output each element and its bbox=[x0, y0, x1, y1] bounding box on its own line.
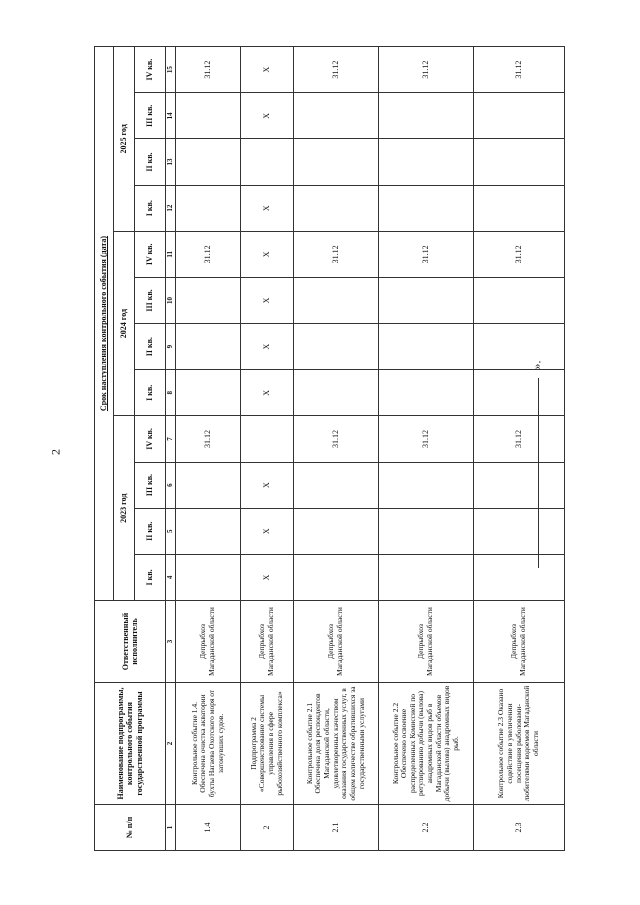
row-quarter-cell bbox=[294, 508, 379, 554]
row-quarter-cell: 31.12 bbox=[176, 416, 241, 462]
column-index-row bbox=[166, 47, 176, 851]
column-index-cell: 7 bbox=[166, 416, 176, 462]
row-quarter-cell bbox=[176, 370, 241, 416]
column-index-cell: 9 bbox=[166, 324, 176, 370]
row-quarter-cell bbox=[241, 139, 294, 185]
row-quarter-cell: 31.12 bbox=[176, 231, 241, 277]
row-quarter-cell: 31.12 bbox=[474, 416, 565, 462]
column-index-cell: 1 bbox=[166, 805, 176, 851]
header-quarter: II кв. bbox=[135, 324, 166, 370]
row-executor: Депрыбхоз Магаданской области bbox=[241, 601, 294, 683]
row-quarter-cell: X bbox=[241, 185, 294, 231]
column-index-cell: 8 bbox=[166, 370, 176, 416]
row-number: 2.3 bbox=[474, 805, 565, 851]
column-index-cell: 6 bbox=[166, 462, 176, 508]
row-executor: Депрыбхоз Магаданской области bbox=[474, 601, 565, 683]
column-index-cell: 4 bbox=[166, 554, 176, 600]
page-number: 2 bbox=[48, 449, 63, 455]
row-quarter-cell: 31.12 bbox=[379, 416, 474, 462]
row-quarter-cell bbox=[474, 277, 565, 323]
row-quarter-cell: X bbox=[241, 324, 294, 370]
row-quarter-cell bbox=[176, 93, 241, 139]
row-quarter-cell bbox=[379, 508, 474, 554]
row-quarter-cell bbox=[474, 185, 565, 231]
column-index-cell: 2 bbox=[166, 683, 176, 805]
rotated-table-frame bbox=[94, 46, 540, 851]
column-index-cell: 11 bbox=[166, 231, 176, 277]
row-quarter-cell bbox=[474, 93, 565, 139]
row-quarter-cell bbox=[294, 554, 379, 600]
row-quarter-cell bbox=[474, 508, 565, 554]
row-quarter-cell bbox=[294, 370, 379, 416]
row-number: 2.2 bbox=[379, 805, 474, 851]
row-quarter-cell bbox=[294, 277, 379, 323]
row-quarter-cell bbox=[474, 462, 565, 508]
row-quarter-cell bbox=[294, 93, 379, 139]
header-deadline: Срок наступления контрольного события (дата) bbox=[95, 47, 114, 601]
row-quarter-cell bbox=[294, 185, 379, 231]
row-quarter-cell bbox=[474, 139, 565, 185]
table-container bbox=[94, 46, 540, 851]
row-quarter-cell: 31.12 bbox=[294, 47, 379, 93]
header-quarter: IV кв. bbox=[135, 416, 166, 462]
row-quarter-cell: X bbox=[241, 554, 294, 600]
column-index-cell: 12 bbox=[166, 185, 176, 231]
row-quarter-cell: 31.12 bbox=[294, 231, 379, 277]
header-quarter: I кв. bbox=[135, 554, 166, 600]
row-quarter-cell: 31.12 bbox=[379, 47, 474, 93]
row-quarter-cell bbox=[379, 277, 474, 323]
row-event-name: Подпрограмма 2 «Совершенствование системы управления в сфере рыбохозяйственного комплекса» bbox=[241, 683, 294, 805]
header-name: Наименование подпрограммы, контрольного события государственной программы bbox=[95, 683, 166, 805]
column-index-cell: 15 bbox=[166, 47, 176, 93]
row-quarter-cell bbox=[379, 324, 474, 370]
row-event-name: Контрольное событие 2.2 Обеспечено освоение распределенных Комиссией по регулированию добычи (вылова) анадромных видов рыб в Магаданской области объемов добычи (вылова) анадромных видов рыб. bbox=[379, 683, 474, 805]
header-quarter: IV кв. bbox=[135, 47, 166, 93]
column-index-cell: 10 bbox=[166, 277, 176, 323]
control-events-table bbox=[94, 46, 565, 851]
row-quarter-cell bbox=[379, 554, 474, 600]
row-quarter-cell: X bbox=[241, 277, 294, 323]
row-quarter-cell: X bbox=[241, 231, 294, 277]
row-quarter-cell bbox=[176, 554, 241, 600]
row-quarter-cell bbox=[294, 462, 379, 508]
header-executor: Ответственный исполнитель bbox=[95, 601, 166, 683]
row-quarter-cell bbox=[176, 462, 241, 508]
header-quarter: III кв. bbox=[135, 462, 166, 508]
row-executor: Депрыбхоз Магаданской области bbox=[176, 601, 241, 683]
row-quarter-cell bbox=[176, 277, 241, 323]
row-quarter-cell: X bbox=[241, 47, 294, 93]
row-quarter-cell bbox=[176, 185, 241, 231]
header-quarter: I кв. bbox=[135, 370, 166, 416]
header-year-2023: 2023 год bbox=[114, 416, 135, 601]
column-index-cell: 13 bbox=[166, 139, 176, 185]
header-quarter: IV кв. bbox=[135, 231, 166, 277]
row-event-name: Контрольное событие 1.4. Обеспечена очистка акватории бухты Нагаева Охотского моря от затонувших судов. bbox=[176, 683, 241, 805]
row-quarter-cell bbox=[379, 370, 474, 416]
header-year-2024: 2024 год bbox=[114, 231, 135, 416]
row-quarter-cell: X bbox=[241, 508, 294, 554]
row-quarter-cell bbox=[176, 139, 241, 185]
header-quarter: II кв. bbox=[135, 139, 166, 185]
header-quarter: III кв. bbox=[135, 93, 166, 139]
row-quarter-cell bbox=[379, 185, 474, 231]
table-row bbox=[474, 47, 565, 851]
row-executor: Депрыбхоз Магаданской области bbox=[294, 601, 379, 683]
row-quarter-cell: 31.12 bbox=[379, 231, 474, 277]
table-row bbox=[176, 47, 241, 851]
row-quarter-cell bbox=[474, 554, 565, 600]
row-quarter-cell bbox=[294, 324, 379, 370]
table-row bbox=[379, 47, 474, 851]
row-event-name: Контрольное событие 2.3 Оказано содействие в увеличении посещения рыболовами-любителями водоемов Магаданской области bbox=[474, 683, 565, 805]
column-index-cell: 14 bbox=[166, 93, 176, 139]
header-num: № п/п bbox=[95, 805, 166, 851]
row-quarter-cell bbox=[294, 139, 379, 185]
end-line bbox=[538, 378, 539, 568]
row-quarter-cell bbox=[241, 416, 294, 462]
row-quarter-cell: 31.12 bbox=[474, 47, 565, 93]
row-quarter-cell bbox=[474, 324, 565, 370]
row-number: 1.4 bbox=[176, 805, 241, 851]
row-quarter-cell: 31.12 bbox=[294, 416, 379, 462]
row-number: 2.1 bbox=[294, 805, 379, 851]
column-index-cell: 3 bbox=[166, 601, 176, 683]
row-quarter-cell bbox=[379, 462, 474, 508]
row-quarter-cell bbox=[379, 139, 474, 185]
header-quarter: I кв. bbox=[135, 185, 166, 231]
row-quarter-cell bbox=[176, 508, 241, 554]
row-quarter-cell bbox=[474, 370, 565, 416]
header-year-2025: 2025 год bbox=[114, 47, 135, 232]
row-executor: Депрыбхоз Магаданской области bbox=[379, 601, 474, 683]
row-quarter-cell: X bbox=[241, 462, 294, 508]
row-quarter-cell: 31.12 bbox=[474, 231, 565, 277]
row-number: 2 bbox=[241, 805, 294, 851]
row-quarter-cell: X bbox=[241, 370, 294, 416]
row-quarter-cell: X bbox=[241, 93, 294, 139]
row-quarter-cell bbox=[176, 324, 241, 370]
table-row bbox=[241, 47, 294, 851]
column-index-cell: 5 bbox=[166, 508, 176, 554]
header-quarter: III кв. bbox=[135, 277, 166, 323]
header-quarter: II кв. bbox=[135, 508, 166, 554]
end-mark: ». bbox=[529, 360, 544, 370]
row-quarter-cell: 31.12 bbox=[176, 47, 241, 93]
table-row bbox=[294, 47, 379, 851]
row-quarter-cell bbox=[379, 93, 474, 139]
row-event-name: Контрольное событие 2.1 Обеспечена доля респондентов Магаданской области, удовлетворенных качеством оказания государственных услуг, в общем количестве обратившихся за государственными услугами bbox=[294, 683, 379, 805]
